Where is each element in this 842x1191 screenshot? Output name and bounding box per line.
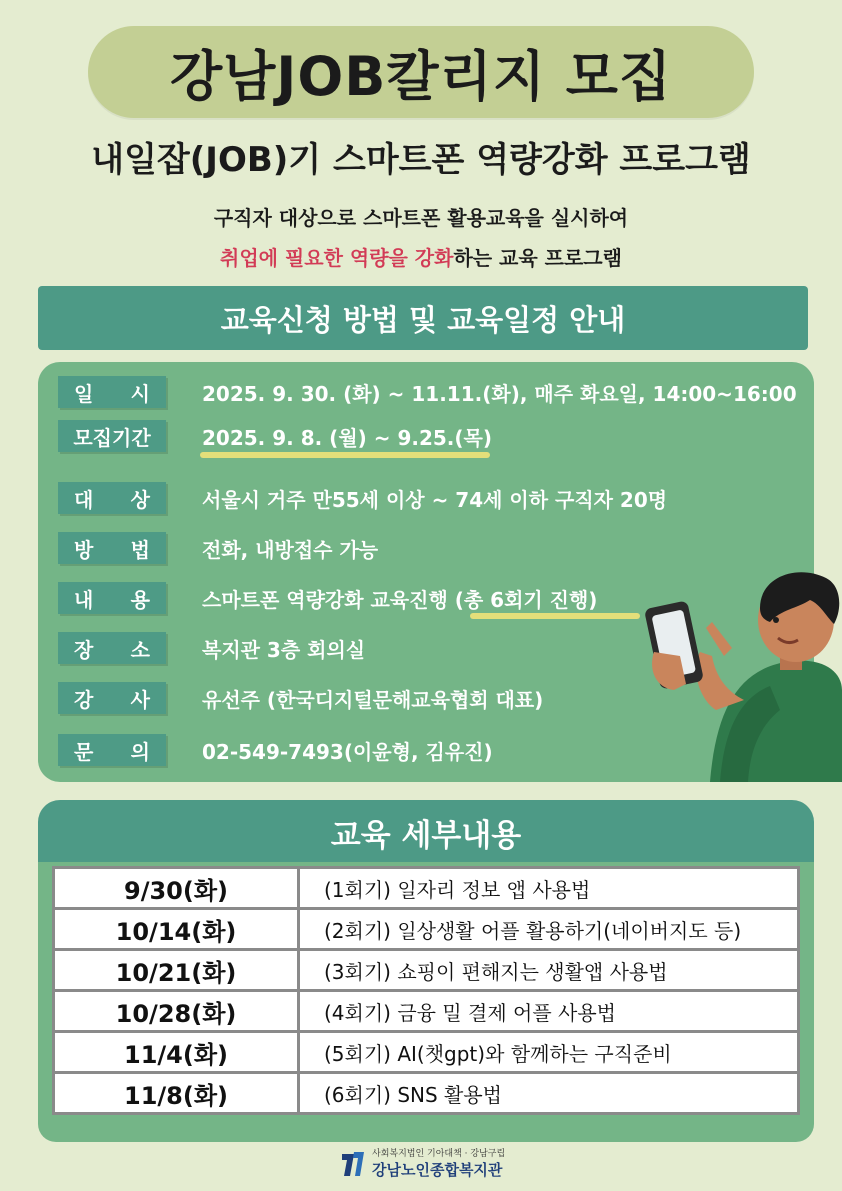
table-row	[54, 868, 799, 909]
description-rest: 하는 교육 프로그램	[453, 246, 622, 270]
table-row	[54, 991, 799, 1032]
footer-logo	[340, 1146, 505, 1180]
info-label	[58, 734, 166, 766]
footer-org-small: 사회복지법인 기아대책 · 강남구립	[372, 1149, 506, 1159]
info-label: 모집기간	[58, 420, 166, 452]
info-row-content	[58, 582, 597, 614]
program-subtitle: 내일잡(JOB)기 스마트폰 역량강화 프로그램	[91, 140, 751, 180]
session-date: 11/8(화)	[54, 1073, 299, 1114]
page-title: 강남JOB칼리지 모집	[169, 44, 673, 108]
info-row-method	[58, 532, 378, 564]
highlight-underline	[470, 613, 640, 619]
session-content: (5회기) AI(챗gpt)와 함께하는 구직준비	[299, 1032, 799, 1073]
detail-heading: 교육 세부내용	[38, 800, 814, 864]
info-value: 스마트폰 역량강화 교육진행 (총 6회기 진행)	[202, 587, 598, 612]
label-char: 대	[74, 487, 94, 512]
label-char: 사	[130, 687, 150, 712]
session-content: (4회기) 금융 밀 결제 어플 사용법	[299, 991, 799, 1032]
info-label	[58, 532, 166, 564]
info-value: 서울시 거주 만55세 이상 ~ 74세 이하 구직자 20명	[202, 487, 668, 512]
info-value: 복지관 3층 회의실	[202, 637, 366, 662]
session-content: (2회기) 일상생활 어플 활용하기(네이버지도 등)	[299, 909, 799, 950]
info-value: 02-549-7493(이윤형, 김유진)	[202, 739, 493, 764]
info-label	[58, 632, 166, 664]
label-char: 문	[74, 739, 94, 764]
label-char: 일	[74, 381, 94, 406]
table-row	[54, 1073, 799, 1114]
description-highlight: 취업에 필요한 역량을 강화	[220, 246, 454, 270]
session-date: 11/4(화)	[54, 1032, 299, 1073]
info-label	[58, 682, 166, 714]
label-char: 의	[130, 739, 150, 764]
label-char: 상	[130, 487, 150, 512]
info-label	[58, 482, 166, 514]
info-row-instructor	[58, 682, 543, 714]
session-content: (3회기) 쇼핑이 편해지는 생활앱 사용법	[299, 950, 799, 991]
info-row-location	[58, 632, 365, 664]
label-char: 용	[130, 587, 150, 612]
info-value: 2025. 9. 30. (화) ~ 11.11.(화), 매주 화요일, 14:00~16:00	[202, 381, 797, 406]
session-date: 10/28(화)	[54, 991, 299, 1032]
table-row	[54, 909, 799, 950]
person-with-phone-illustration	[620, 560, 842, 782]
title-banner	[88, 26, 754, 118]
label-char: 장	[74, 637, 94, 662]
info-value: 2025. 9. 8. (월) ~ 9.25.(목)	[202, 425, 493, 450]
footer-org-name: 강남노인종합복지관	[372, 1161, 503, 1179]
footer-text	[372, 1146, 505, 1180]
label-char: 강	[74, 687, 94, 712]
highlight-underline	[200, 452, 490, 458]
info-row-datetime	[58, 376, 797, 408]
label-char: 법	[130, 537, 150, 562]
label-char: 내	[74, 587, 94, 612]
table-row	[54, 950, 799, 991]
schedule-table	[52, 866, 800, 1115]
label-char: 소	[130, 637, 150, 662]
session-content: (1회기) 일자리 정보 앱 사용법	[299, 868, 799, 909]
label-char: 방	[74, 537, 94, 562]
info-value: 전화, 내방접수 가능	[202, 537, 379, 562]
table-row	[54, 1032, 799, 1073]
session-date: 9/30(화)	[54, 868, 299, 909]
description-line-2	[0, 242, 842, 271]
session-date: 10/21(화)	[54, 950, 299, 991]
organization-logo-icon	[340, 1148, 366, 1178]
info-row-target	[58, 482, 667, 514]
info-row-inquiry	[58, 734, 493, 766]
info-label	[58, 582, 166, 614]
description-line-1: 구직자 대상으로 스마트폰 활용교육을 실시하여	[213, 206, 629, 230]
session-date: 10/14(화)	[54, 909, 299, 950]
label-char: 시	[130, 381, 150, 406]
info-heading: 교육신청 방법 및 교육일정 안내	[38, 286, 808, 350]
schedule-panel	[38, 862, 814, 1142]
info-label	[58, 376, 166, 408]
info-row-recruit-period	[58, 420, 492, 452]
info-value: 유선주 (한국디지털문해교육협회 대표)	[202, 687, 544, 712]
session-content: (6회기) SNS 활용법	[299, 1073, 799, 1114]
